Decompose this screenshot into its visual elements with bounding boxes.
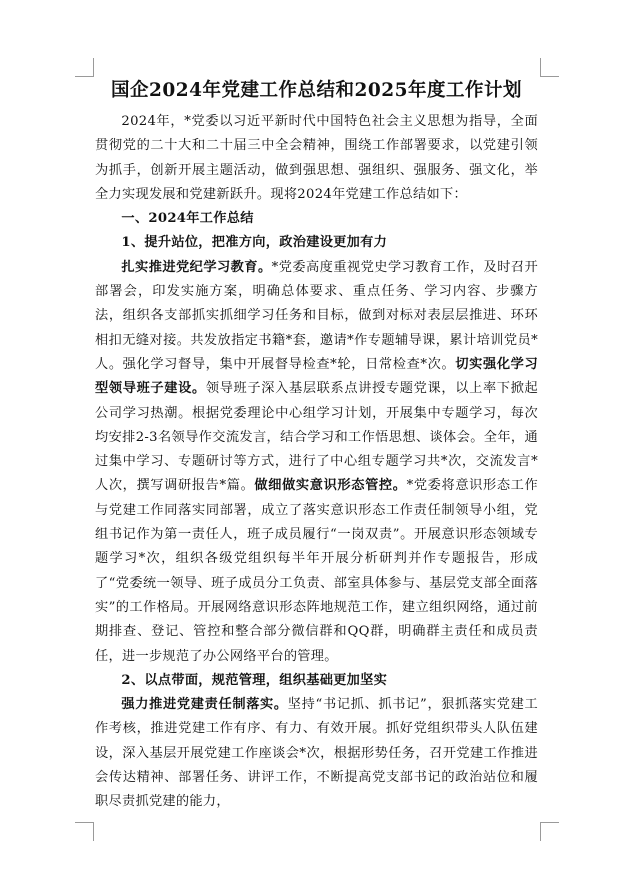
paragraph-political-construction xyxy=(95,256,538,669)
document-page xyxy=(95,78,538,815)
text-responsibility-system: 坚持“书记抓、抓书记”，狠抓落实党建工作考核，推进党建工作有序、有力、有效开展。抓好党组织带头人队伍建设，深入基层开展党建工作座谈会*次，根据形势任务，召开党建工作推进会传达精神、部署任务、讲评工作，不断提高党支部书记的政治站位和履职尽责抓党建的能力， xyxy=(95,697,538,810)
crop-mark-top-right xyxy=(540,58,559,77)
text-ideology-control: *党委将意识形态工作与党建工作同落实同部署，成立了落实意识形态工作责任制领导小组，党组书记作为第一责任人，班子成员履行“一岗双责”。开展意识形态领域专题学习*次，组织各级党组织每半年开展分析研判并作专题报告，形成了“党委统一领导、班子成员分工负责、部室具体参与、基层党支部全面落实”的工作格局。开展网络意识形态阵地规范工作，建立组织网络，通过前期排查、登记、管控和整合部分微信群和QQ群，明确群主责任和成员责任，进一步规范了办公网络平台的管理。 xyxy=(95,478,538,664)
text-leadership-learning: 领导班子深入基层联系点讲授专题党课，以上率下掀起公司学习热潮。根据党委理论中心组学习计划，开展集中专题学习，每次均安排2-3名领导作交流发言，结合学习和工作悟思想、谈体会。全年，通过集中学习、专题研讨等方式，进行了中心组专题学习共*次，交流发言*人次，撰写调研报告*篇。 xyxy=(95,381,538,494)
bold-lead-responsibility-system: 强力推进党建责任制落实。 xyxy=(121,697,288,713)
bold-lead-discipline-education: 扎实推进党纪学习教育。 xyxy=(121,259,272,275)
document-title: 国企2024年党建工作总结和2025年度工作计划 xyxy=(111,80,522,101)
paragraph-organization-foundation xyxy=(95,693,538,814)
text-discipline-education: *党委高度重视党史学习教育工作，及时召开部署会，印发实施方案，明确总体要求、重点任务、学习内容、步骤方法，组织各支部抓实抓细学习任务和目标，做到对标对表层层推进、环环相扣无缝对接。共发放指定书籍*套，邀请*作专题辅导课，累计培训党员*人。强化学习督导，集中开展督导检查*轮，日常检查*次。 xyxy=(95,259,538,372)
section-heading-summary: 一、2024年工作总结 xyxy=(121,211,254,227)
crop-mark-top-left xyxy=(75,58,94,77)
subheading-organization-foundation: 2、以点带面，规范管理，组织基础更加坚实 xyxy=(121,672,388,688)
bold-lead-ideology-control: 做细做实意识形态管控。 xyxy=(254,478,407,494)
crop-mark-bottom-right xyxy=(540,822,559,841)
subheading-political-construction: 1、提升站位，把准方向，政治建设更加有力 xyxy=(121,235,388,251)
crop-mark-bottom-left xyxy=(75,822,94,841)
bold-lead-leadership-learning: 切实强化学习型领导班子建设。 xyxy=(95,356,538,397)
intro-paragraph: 2024年，*党委以习近平新时代中国特色社会主义思想为指导，全面贯彻党的二十大和二十届三中全会精神，围绕工作部署要求，以党建引领为抓手，创新开展主题活动，做到强思想、强组织、强服务、强文化，举全力实现发展和党建新跃升。现将2024年党建工作总结如下： xyxy=(95,114,538,202)
